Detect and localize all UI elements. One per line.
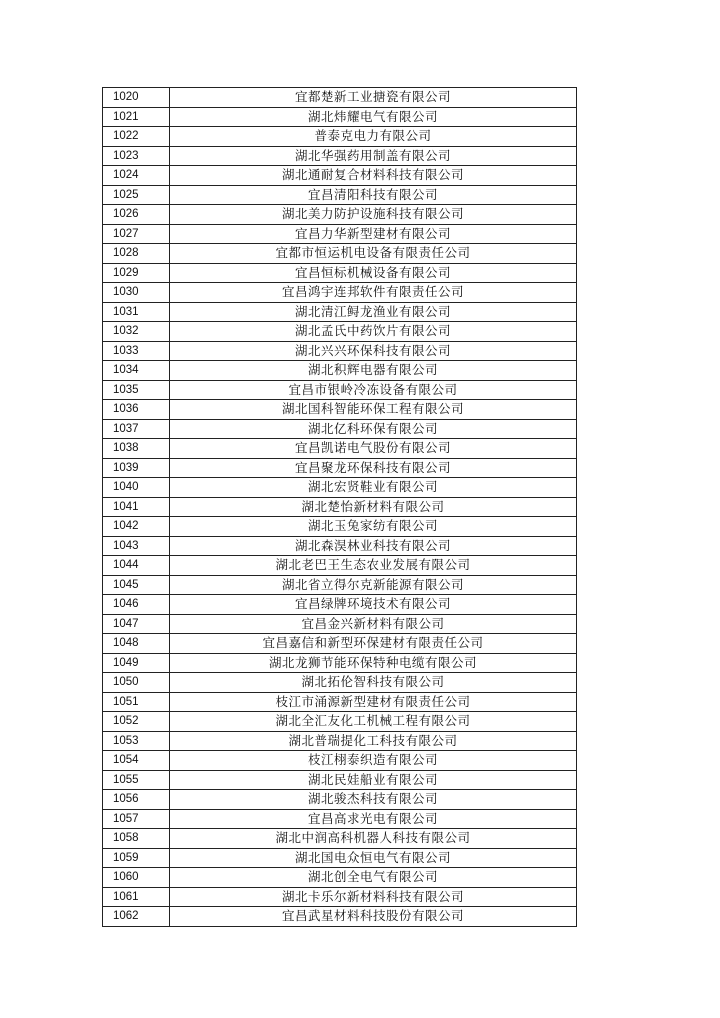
row-number-cell: 1035	[103, 380, 170, 400]
row-number-cell: 1033	[103, 341, 170, 361]
table-row	[103, 712, 577, 732]
table-row	[103, 400, 577, 420]
company-name-cell: 湖北炜耀电气有限公司	[170, 107, 577, 127]
table-row	[103, 536, 577, 556]
company-name-cell: 宜昌绿牌环境技术有限公司	[170, 595, 577, 615]
company-name-cell: 宜昌鸿宇连邦软件有限责任公司	[170, 283, 577, 303]
company-name-cell: 湖北美力防护设施科技有限公司	[170, 205, 577, 225]
company-name-cell: 普泰克电力有限公司	[170, 127, 577, 147]
company-name-cell: 湖北普瑞提化工科技有限公司	[170, 731, 577, 751]
company-name-cell: 湖北省立得尔克新能源有限公司	[170, 575, 577, 595]
table-row	[103, 751, 577, 771]
table-row	[103, 770, 577, 790]
company-name-cell: 湖北国科智能环保工程有限公司	[170, 400, 577, 420]
company-name-cell: 宜都楚新工业搪瓷有限公司	[170, 88, 577, 108]
table-row	[103, 146, 577, 166]
company-name-cell: 湖北森淏林业科技有限公司	[170, 536, 577, 556]
table-body	[103, 88, 577, 927]
company-name-cell: 湖北国电众恒电气有限公司	[170, 848, 577, 868]
company-name-cell: 宜昌恒标机械设备有限公司	[170, 263, 577, 283]
company-name-cell: 湖北民娃船业有限公司	[170, 770, 577, 790]
company-name-cell: 湖北华强药用制盖有限公司	[170, 146, 577, 166]
row-number-cell: 1024	[103, 166, 170, 186]
table-row	[103, 361, 577, 381]
company-name-cell: 宜昌武星材料科技股份有限公司	[170, 907, 577, 927]
company-name-cell: 湖北中润高科机器人科技有限公司	[170, 829, 577, 849]
row-number-cell: 1036	[103, 400, 170, 420]
company-name-cell: 宜昌高求光电有限公司	[170, 809, 577, 829]
company-name-cell: 湖北亿科环保有限公司	[170, 419, 577, 439]
table-row	[103, 283, 577, 303]
table-row	[103, 185, 577, 205]
company-name-cell: 湖北孟氏中药饮片有限公司	[170, 322, 577, 342]
table-row	[103, 244, 577, 264]
table-row	[103, 478, 577, 498]
table-row	[103, 634, 577, 654]
table-row	[103, 166, 577, 186]
row-number-cell: 1060	[103, 868, 170, 888]
company-name-cell: 宜都市恒运机电设备有限责任公司	[170, 244, 577, 264]
table-row	[103, 107, 577, 127]
row-number-cell: 1038	[103, 439, 170, 459]
row-number-cell: 1045	[103, 575, 170, 595]
row-number-cell: 1040	[103, 478, 170, 498]
table-row	[103, 127, 577, 147]
table-row	[103, 419, 577, 439]
table-row	[103, 556, 577, 576]
row-number-cell: 1058	[103, 829, 170, 849]
row-number-cell: 1023	[103, 146, 170, 166]
row-number-cell: 1029	[103, 263, 170, 283]
table-row	[103, 731, 577, 751]
company-name-cell: 湖北拓伦智科技有限公司	[170, 673, 577, 693]
table-row	[103, 575, 577, 595]
row-number-cell: 1048	[103, 634, 170, 654]
table-row	[103, 88, 577, 108]
company-name-cell: 湖北宏贤鞋业有限公司	[170, 478, 577, 498]
table-row	[103, 517, 577, 537]
table-row	[103, 673, 577, 693]
row-number-cell: 1026	[103, 205, 170, 225]
row-number-cell: 1053	[103, 731, 170, 751]
row-number-cell: 1061	[103, 887, 170, 907]
company-name-cell: 湖北玉兔家纺有限公司	[170, 517, 577, 537]
table-row	[103, 595, 577, 615]
company-name-cell: 宜昌力华新型建材有限公司	[170, 224, 577, 244]
row-number-cell: 1031	[103, 302, 170, 322]
row-number-cell: 1025	[103, 185, 170, 205]
company-name-cell: 湖北骏杰科技有限公司	[170, 790, 577, 810]
table-row	[103, 302, 577, 322]
row-number-cell: 1032	[103, 322, 170, 342]
row-number-cell: 1050	[103, 673, 170, 693]
row-number-cell: 1059	[103, 848, 170, 868]
company-name-cell: 枝江栩泰织造有限公司	[170, 751, 577, 771]
row-number-cell: 1054	[103, 751, 170, 771]
row-number-cell: 1044	[103, 556, 170, 576]
table-row	[103, 692, 577, 712]
row-number-cell: 1037	[103, 419, 170, 439]
table-row	[103, 809, 577, 829]
row-number-cell: 1021	[103, 107, 170, 127]
company-name-cell: 枝江市涌源新型建材有限责任公司	[170, 692, 577, 712]
row-number-cell: 1049	[103, 653, 170, 673]
table-row	[103, 439, 577, 459]
company-list-table	[102, 87, 577, 927]
table-row	[103, 458, 577, 478]
row-number-cell: 1055	[103, 770, 170, 790]
row-number-cell: 1030	[103, 283, 170, 303]
table-row	[103, 887, 577, 907]
company-name-cell: 湖北老巴王生态农业发展有限公司	[170, 556, 577, 576]
table-row	[103, 497, 577, 517]
row-number-cell: 1043	[103, 536, 170, 556]
row-number-cell: 1042	[103, 517, 170, 537]
company-name-cell: 湖北龙狮节能环保特种电缆有限公司	[170, 653, 577, 673]
table-row	[103, 790, 577, 810]
row-number-cell: 1052	[103, 712, 170, 732]
row-number-cell: 1051	[103, 692, 170, 712]
table-row	[103, 848, 577, 868]
company-name-cell: 湖北通耐复合材料科技有限公司	[170, 166, 577, 186]
table-row	[103, 868, 577, 888]
table-row	[103, 653, 577, 673]
company-name-cell: 宜昌凯诺电气股份有限公司	[170, 439, 577, 459]
row-number-cell: 1034	[103, 361, 170, 381]
row-number-cell: 1039	[103, 458, 170, 478]
row-number-cell: 1062	[103, 907, 170, 927]
row-number-cell: 1022	[103, 127, 170, 147]
company-name-cell: 湖北全汇友化工机械工程有限公司	[170, 712, 577, 732]
company-name-cell: 湖北兴兴环保科技有限公司	[170, 341, 577, 361]
table-row	[103, 907, 577, 927]
row-number-cell: 1027	[103, 224, 170, 244]
table-row	[103, 614, 577, 634]
table-row	[103, 263, 577, 283]
table-row	[103, 322, 577, 342]
table-row	[103, 829, 577, 849]
table-row	[103, 380, 577, 400]
company-name-cell: 湖北积辉电器有限公司	[170, 361, 577, 381]
table-row	[103, 341, 577, 361]
table-row	[103, 224, 577, 244]
company-name-cell: 湖北楚怡新材料有限公司	[170, 497, 577, 517]
row-number-cell: 1041	[103, 497, 170, 517]
company-name-cell: 宜昌市银岭冷冻设备有限公司	[170, 380, 577, 400]
row-number-cell: 1047	[103, 614, 170, 634]
row-number-cell: 1020	[103, 88, 170, 108]
company-name-cell: 宜昌清阳科技有限公司	[170, 185, 577, 205]
company-name-cell: 宜昌金兴新材料有限公司	[170, 614, 577, 634]
row-number-cell: 1056	[103, 790, 170, 810]
row-number-cell: 1046	[103, 595, 170, 615]
row-number-cell: 1057	[103, 809, 170, 829]
company-name-cell: 宜昌嘉信和新型环保建材有限责任公司	[170, 634, 577, 654]
table-row	[103, 205, 577, 225]
company-name-cell: 湖北创全电气有限公司	[170, 868, 577, 888]
company-name-cell: 宜昌聚龙环保科技有限公司	[170, 458, 577, 478]
company-name-cell: 湖北卡乐尔新材料科技有限公司	[170, 887, 577, 907]
company-name-cell: 湖北清江鲟龙渔业有限公司	[170, 302, 577, 322]
row-number-cell: 1028	[103, 244, 170, 264]
